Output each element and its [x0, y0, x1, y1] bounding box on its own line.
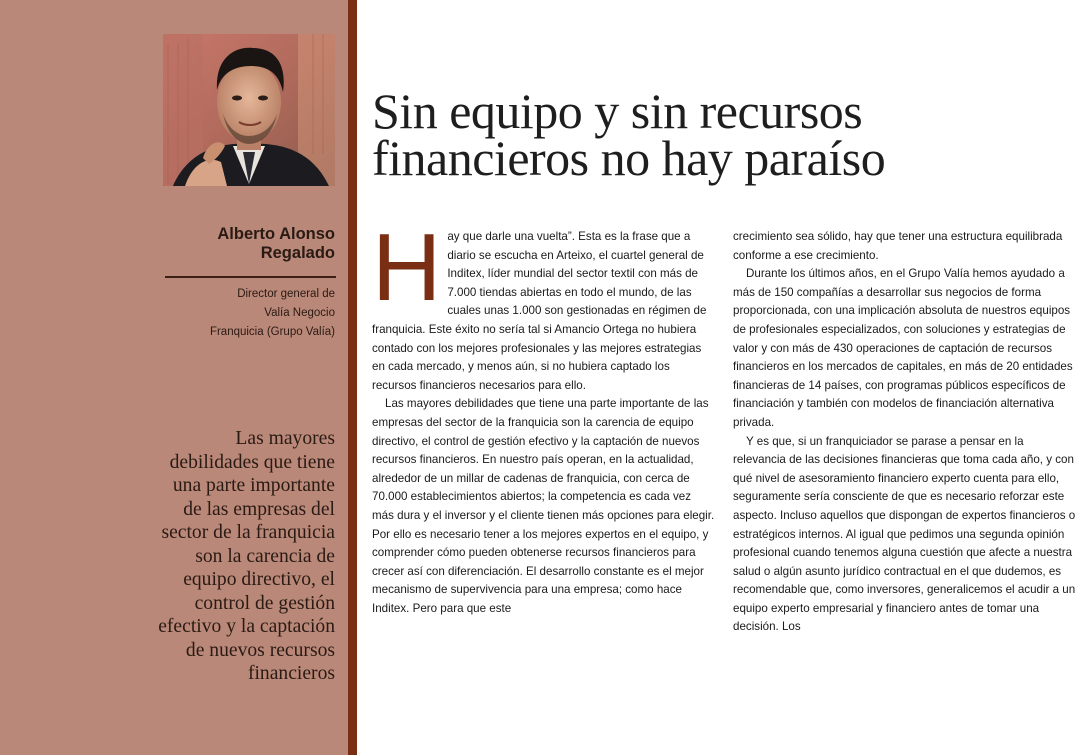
article-column-2	[733, 228, 1077, 637]
paragraph-text: ay que darle una vuelta”. Esta es la frase que a diario se escucha en Arteixo, el cuartel general de Inditex, líder mundial del sector textil con más de 7.000 tiendas abiertas en todo el mundo, de las cuales unas 1.000 son gestionadas en régimen de franquicia. Este éxito no sería tal si Amancio Ortega no hubiera contado con los mejores profesionales y las mejores estrategias en cada mercado, y menos aún, si no hubiera captado los recursos financieros necesarios para ello.	[372, 230, 707, 392]
pull-quote-line: una parte importante	[172, 475, 335, 496]
pull-quote-line: de nuevos recursos	[185, 639, 335, 661]
pull-quote-line: control de gestión	[194, 592, 335, 614]
author-role-line: Director general de	[237, 288, 335, 300]
author-role-line: Franquicia (Grupo Valía)	[209, 326, 335, 338]
article-paragraph	[372, 214, 716, 395]
pull-quote-line: efectivo y la captación	[158, 616, 335, 637]
article-column-1	[372, 214, 716, 618]
article-headline	[372, 83, 1072, 186]
author-name-line: Alberto Alonso	[217, 225, 335, 243]
author-rule	[165, 276, 336, 278]
article-paragraph: crecimiento sea sólido, hay que tener una estructura equilibrada conforme a ese crecimiento.	[733, 230, 1063, 262]
article-paragraph: Durante los últimos años, en el Grupo Valía hemos ayudado a más de 150 compañías a desarrollar sus negocios de forma proporcionada, con una implicación absoluta de nuestros equipos de profesionales especializados, con soluciones y estrategias de valor y con más de 430 operaciones de captación de recursos financieros en los mercados de capitales, en más de 20 entidades financieras de 14 países, con programas públicos específicos de financiación y también con modelos de financiación alternativa privada.	[733, 267, 1073, 429]
pull-quote-line: sector de la franquicia	[161, 522, 335, 543]
author-name-line: Regalado	[260, 244, 335, 262]
article-paragraph: Las mayores debilidades que tiene una parte importante de las empresas del sector de la franquicia son la carencia de equipo directivo, el control de gestión efectivo y la captación de nuevos recursos financieros. En nuestro país operan, en la actualidad, alrededor de un millar de cadenas de franquicia, con cerca de 70.000 establecimientos abiertos; la competencia es cada vez más dura y el inversor y el cliente tienen más opciones para elegir. Por ello es necesario tener a los mejores expertos en el equipo, y comprender cómo pueden obtenerse recursos financieros para crecer así con diferenciación. El desarrollo constante es el mejor mecanismo de supervivencia para una empresa; como hace Inditex. Pero para que este	[372, 397, 715, 615]
pull-quote	[120, 427, 335, 686]
pull-quote-line: de las empresas del	[183, 498, 335, 520]
author-photo	[163, 34, 335, 186]
article-paragraph: Y es que, si un franquiciador se parase a pensar en la relevancia de las decisiones financieras que toma cada año, y con qué nivel de asesoramiento financiero experto cuenta para ello, seguramente sería consciente de que es necesario reforzar este aspecto. Incluso aquellos que dispongan de expertos financieros o estratégicos internos. Al igual que pedimos una segunda opinión profesional cuando tenemos alguna cuestión que afecte a nuestra salud o algún asunto jurídico contractual en el que dudemos, es recomendable que, como inversores, generalicemos el acudir a un equipo experto empresarial y financiero antes de tomar una decisión. Los	[733, 434, 1076, 634]
sidebar-divider	[348, 0, 357, 755]
author-role	[150, 285, 335, 342]
author-role-line: Valía Negocio	[264, 307, 335, 319]
pull-quote-line: Las mayores	[235, 428, 335, 449]
pull-quote-line: equipo directivo, el	[183, 569, 335, 590]
author-name	[150, 225, 335, 263]
pull-quote-line: debilidades que tiene	[169, 451, 335, 473]
pull-quote-line: son la carencia de	[195, 545, 335, 567]
headline-line: Sin equipo y sin recursos	[372, 83, 863, 139]
drop-cap: H	[372, 214, 442, 321]
pull-quote-line: financieros	[247, 663, 335, 684]
headline-line: financieros no hay paraíso	[372, 130, 886, 186]
